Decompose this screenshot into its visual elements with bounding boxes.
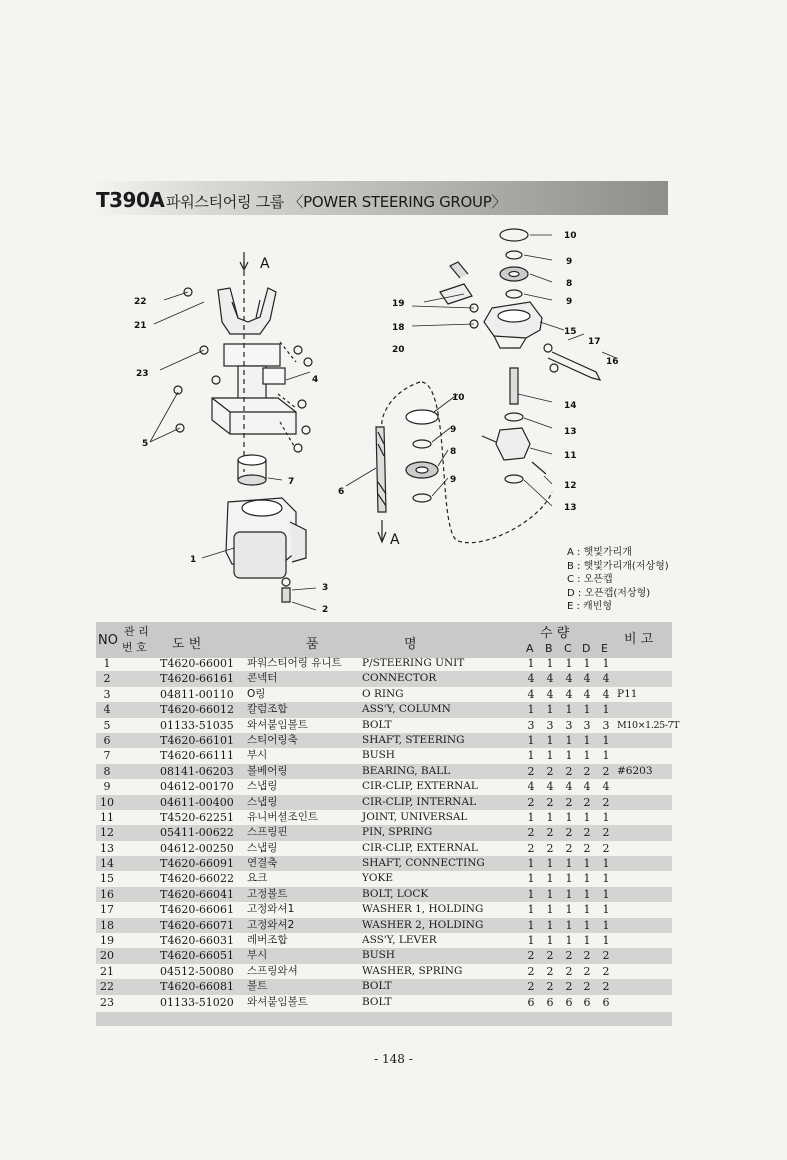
table-row bbox=[96, 687, 672, 702]
qty-e: 3 bbox=[602, 718, 610, 732]
drawing-number: T4620-66012 bbox=[160, 703, 235, 717]
qty-a: 2 bbox=[527, 795, 535, 809]
qty-c: 4 bbox=[565, 672, 573, 686]
qty-c: 1 bbox=[565, 810, 573, 824]
part-name-english: JOINT, UNIVERSAL bbox=[362, 810, 468, 823]
qty-d: 1 bbox=[583, 934, 591, 948]
qty-d: 1 bbox=[583, 703, 591, 717]
qty-d: 6 bbox=[583, 995, 591, 1009]
part-no: 5 bbox=[103, 718, 111, 732]
qty-d: 1 bbox=[583, 872, 591, 886]
header-qty: 수 량 bbox=[540, 626, 570, 641]
part-no: 22 bbox=[100, 980, 114, 994]
part-no: 7 bbox=[103, 749, 111, 763]
qty-c: 4 bbox=[565, 780, 573, 794]
part-name-korean: 스냅링 bbox=[247, 841, 278, 854]
callout-13b: 13 bbox=[564, 503, 577, 513]
qty-c: 1 bbox=[565, 934, 573, 948]
qty-d: 1 bbox=[583, 810, 591, 824]
part-name-korean: 콘넥터 bbox=[247, 672, 278, 685]
qty-e: 2 bbox=[602, 964, 610, 978]
qty-e: 4 bbox=[602, 687, 610, 701]
part-name-english: WASHER, SPRING bbox=[362, 964, 463, 977]
part-name-english: PIN, SPRING bbox=[362, 826, 433, 839]
parts-table-header bbox=[96, 622, 672, 658]
part-no: 3 bbox=[103, 687, 111, 701]
qty-a: 2 bbox=[527, 826, 535, 840]
part-name-english: CIR-CLIP, EXTERNAL bbox=[362, 841, 478, 854]
qty-e: 1 bbox=[602, 887, 610, 901]
qty-c: 3 bbox=[565, 718, 573, 732]
part-name-korean: 고정와셔2 bbox=[247, 918, 295, 931]
legend-item: D : 오픈캡(저상형) bbox=[567, 587, 651, 599]
qty-a: 2 bbox=[527, 980, 535, 994]
part-no: 19 bbox=[100, 934, 114, 948]
qty-a: 2 bbox=[527, 764, 535, 778]
part-no: 15 bbox=[100, 872, 114, 886]
part-name-korean: 칼럼조합 bbox=[247, 703, 288, 716]
qty-b: 1 bbox=[546, 872, 554, 886]
qty-b: 2 bbox=[546, 841, 554, 855]
table-row bbox=[96, 995, 672, 1010]
qty-b: 1 bbox=[546, 657, 554, 670]
callout-14: 14 bbox=[564, 401, 577, 411]
qty-c: 1 bbox=[565, 918, 573, 932]
part-name-korean: 부시 bbox=[247, 949, 268, 962]
qty-d: 2 bbox=[583, 980, 591, 994]
part-name-english: ASS'Y, COLUMN bbox=[362, 703, 451, 716]
qty-c: 6 bbox=[565, 995, 573, 1009]
part-name-english: P/STEERING UNIT bbox=[362, 657, 465, 669]
qty-e: 1 bbox=[602, 872, 610, 886]
table-row bbox=[96, 748, 672, 763]
qty-c: 4 bbox=[565, 687, 573, 701]
part-name-english: CIR-CLIP, EXTERNAL bbox=[362, 780, 478, 793]
part-name-korean: 볼베어링 bbox=[247, 764, 288, 777]
qty-b: 2 bbox=[546, 949, 554, 963]
qty-b: 2 bbox=[546, 964, 554, 978]
qty-b: 4 bbox=[546, 687, 554, 701]
qty-e: 1 bbox=[602, 903, 610, 917]
header-qty-b: B bbox=[545, 642, 553, 655]
part-name-english: BUSH bbox=[362, 949, 395, 962]
part-name-korean: 고정와셔1 bbox=[247, 903, 295, 916]
part-no: 6 bbox=[103, 733, 111, 747]
drawing-number: T4620-66091 bbox=[160, 857, 235, 871]
qty-e: 2 bbox=[602, 764, 610, 778]
part-name-english: SHAFT, CONNECTING bbox=[362, 857, 485, 870]
qty-d: 1 bbox=[583, 903, 591, 917]
callout-6: 6 bbox=[338, 487, 345, 497]
part-no: 10 bbox=[100, 795, 114, 809]
drawing-number: T4520-62251 bbox=[160, 810, 235, 824]
callout-1: 1 bbox=[190, 555, 197, 565]
drawing-number: 04612-00250 bbox=[160, 841, 234, 855]
callout-9: 9 bbox=[566, 257, 573, 267]
callout-12: 12 bbox=[564, 481, 577, 491]
qty-e: 2 bbox=[602, 841, 610, 855]
part-name-korean: 고정볼트 bbox=[247, 887, 288, 900]
qty-e: 4 bbox=[602, 672, 610, 686]
page-number: - 148 - bbox=[374, 1052, 413, 1066]
table-row bbox=[96, 733, 672, 748]
table-row bbox=[96, 918, 672, 933]
drawing-number: 08141-06203 bbox=[160, 764, 234, 778]
part-name-korean: 요크 bbox=[247, 872, 268, 885]
qty-e: 2 bbox=[602, 980, 610, 994]
part-no: 4 bbox=[103, 703, 111, 717]
part-no: 21 bbox=[100, 964, 114, 978]
qty-d: 1 bbox=[583, 733, 591, 747]
qty-d: 2 bbox=[583, 795, 591, 809]
drawing-number: T4620-66031 bbox=[160, 934, 235, 948]
part-name-english: ASS'Y, LEVER bbox=[362, 934, 437, 947]
part-no: 18 bbox=[100, 918, 114, 932]
qty-c: 1 bbox=[565, 749, 573, 763]
qty-a: 4 bbox=[527, 780, 535, 794]
table-row bbox=[96, 933, 672, 948]
qty-d: 1 bbox=[583, 887, 591, 901]
qty-d: 2 bbox=[583, 841, 591, 855]
part-name-korean: 스냅링 bbox=[247, 780, 278, 793]
qty-d: 2 bbox=[583, 949, 591, 963]
qty-a: 2 bbox=[527, 964, 535, 978]
qty-b: 1 bbox=[546, 918, 554, 932]
callout-3: 3 bbox=[322, 583, 329, 593]
part-name-english: BOLT bbox=[362, 995, 392, 1008]
qty-c: 2 bbox=[565, 841, 573, 855]
callout-17: 17 bbox=[588, 337, 601, 347]
qty-b: 2 bbox=[546, 826, 554, 840]
callout-9b: 9 bbox=[566, 297, 573, 307]
part-name-english: BOLT bbox=[362, 980, 392, 993]
part-no: 9 bbox=[103, 780, 111, 794]
remark: M10×1.25-7T bbox=[617, 719, 680, 731]
callout-11: 11 bbox=[564, 451, 577, 461]
part-name-korean: 스프링핀 bbox=[247, 826, 288, 839]
qty-c: 1 bbox=[565, 657, 573, 670]
table-row bbox=[96, 656, 672, 671]
header-note: 비 고 bbox=[624, 632, 654, 647]
table-row bbox=[96, 764, 672, 779]
drawing-number: 04512-50080 bbox=[160, 964, 234, 978]
table-row bbox=[96, 825, 672, 840]
callout-7: 7 bbox=[288, 477, 295, 487]
qty-a: 1 bbox=[527, 810, 535, 824]
callout-16: 16 bbox=[606, 357, 619, 367]
qty-b: 1 bbox=[546, 887, 554, 901]
page-title: 파워스티어링 그룹 〈POWER STEERING GROUP〉 bbox=[166, 193, 507, 211]
part-name-english: BEARING, BALL bbox=[362, 764, 451, 777]
part-name-english: CIR-CLIP, INTERNAL bbox=[362, 795, 477, 808]
drawing-number: 04811-00110 bbox=[160, 687, 234, 701]
callout-22: 22 bbox=[134, 297, 147, 307]
qty-a: 6 bbox=[527, 995, 535, 1009]
table-row bbox=[96, 795, 672, 810]
header-mgmt-bottom: 번 호 bbox=[122, 641, 147, 654]
qty-e: 1 bbox=[602, 733, 610, 747]
view-label-a-bottom: A bbox=[390, 532, 400, 548]
callout-15: 15 bbox=[564, 327, 577, 337]
qty-d: 1 bbox=[583, 918, 591, 932]
part-name-english: CONNECTOR bbox=[362, 672, 437, 685]
legend-item: B : 햇빛가리개(저상형) bbox=[567, 560, 669, 572]
part-name-korean: 스프링와셔 bbox=[247, 964, 298, 977]
qty-d: 2 bbox=[583, 764, 591, 778]
table-row bbox=[96, 718, 680, 733]
qty-b: 1 bbox=[546, 934, 554, 948]
qty-e: 1 bbox=[602, 657, 610, 670]
part-name-korean: 와셔붙임볼트 bbox=[247, 995, 308, 1008]
part-name-korean: 볼트 bbox=[247, 980, 268, 993]
part-name-english: O RING bbox=[362, 687, 404, 700]
qty-e: 1 bbox=[602, 703, 610, 717]
qty-b: 1 bbox=[546, 733, 554, 747]
part-name-korean: 연결축 bbox=[247, 857, 278, 870]
qty-a: 1 bbox=[527, 749, 535, 763]
table-row bbox=[96, 856, 672, 871]
part-name-korean: 유니버셜조인트 bbox=[247, 810, 319, 823]
qty-c: 2 bbox=[565, 980, 573, 994]
header-qty-e: E bbox=[601, 642, 608, 655]
qty-e: 1 bbox=[602, 857, 610, 871]
callout-13: 13 bbox=[564, 427, 577, 437]
part-name-korean: 스냅링 bbox=[247, 795, 278, 808]
drawing-number: T4620-66041 bbox=[160, 887, 235, 901]
qty-e: 2 bbox=[602, 949, 610, 963]
part-name-english: BOLT bbox=[362, 718, 392, 731]
qty-a: 1 bbox=[527, 934, 535, 948]
remark: P11 bbox=[617, 687, 638, 700]
model-number: T390A bbox=[96, 188, 165, 212]
qty-d: 1 bbox=[583, 657, 591, 670]
part-name-korean: 부시 bbox=[247, 749, 268, 762]
callout-9-mid: 9 bbox=[450, 425, 457, 435]
drawing-number: T4620-66111 bbox=[160, 749, 235, 763]
part-no: 14 bbox=[100, 857, 114, 871]
callout-8-mid: 8 bbox=[450, 447, 457, 457]
qty-a: 1 bbox=[527, 857, 535, 871]
drawing-number: 01133-51035 bbox=[160, 718, 234, 732]
qty-c: 1 bbox=[565, 733, 573, 747]
version-legend bbox=[567, 546, 669, 614]
qty-b: 1 bbox=[546, 810, 554, 824]
part-no: 20 bbox=[100, 949, 114, 963]
part-no: 11 bbox=[100, 810, 114, 824]
drawing-number: 04611-00400 bbox=[160, 795, 234, 809]
drawing-number: 04612-00170 bbox=[160, 780, 234, 794]
table-row bbox=[96, 779, 672, 794]
qty-b: 1 bbox=[546, 903, 554, 917]
qty-a: 3 bbox=[527, 718, 535, 732]
qty-a: 2 bbox=[527, 841, 535, 855]
legend-item: E : 캐빈형 bbox=[567, 601, 613, 612]
table-row bbox=[96, 702, 672, 717]
part-name-korean: 레버조합 bbox=[247, 934, 288, 947]
header-no: NO bbox=[98, 633, 118, 648]
part-no: 16 bbox=[100, 887, 114, 901]
callout-5: 5 bbox=[142, 439, 149, 449]
callout-2: 2 bbox=[322, 605, 329, 615]
qty-b: 2 bbox=[546, 980, 554, 994]
qty-c: 2 bbox=[565, 964, 573, 978]
table-row bbox=[96, 948, 672, 963]
table-bottom-bar bbox=[96, 1012, 672, 1026]
callout-10-mid: 10 bbox=[452, 393, 465, 403]
drawing-number: T4620-66051 bbox=[160, 949, 235, 963]
legend-item: A : 햇빛가리개 bbox=[567, 547, 632, 558]
table-row bbox=[96, 871, 672, 886]
part-no: 23 bbox=[100, 995, 114, 1009]
part-name-korean: 파워스티어링 유니트 bbox=[247, 657, 342, 669]
drawing-number: 05411-00622 bbox=[160, 826, 234, 840]
part-no: 1 bbox=[103, 657, 111, 670]
header-mgmt-top: 관 리 bbox=[124, 625, 149, 638]
qty-e: 1 bbox=[602, 918, 610, 932]
qty-a: 4 bbox=[527, 672, 535, 686]
drawing-number: 01133-51020 bbox=[160, 995, 234, 1009]
qty-e: 1 bbox=[602, 934, 610, 948]
qty-a: 1 bbox=[527, 657, 535, 670]
header-qty-c: C bbox=[564, 642, 572, 655]
view-label-a-top: A bbox=[260, 256, 270, 272]
header-item: 품 bbox=[306, 637, 319, 652]
qty-e: 2 bbox=[602, 826, 610, 840]
drawing-number: T4620-66001 bbox=[160, 657, 235, 670]
callout-10: 10 bbox=[564, 231, 577, 241]
table-row bbox=[96, 810, 672, 825]
qty-e: 2 bbox=[602, 795, 610, 809]
qty-a: 1 bbox=[527, 903, 535, 917]
part-name-english: YOKE bbox=[362, 872, 394, 885]
qty-a: 1 bbox=[527, 887, 535, 901]
part-name-korean: O링 bbox=[247, 687, 266, 700]
callout-18: 18 bbox=[392, 323, 405, 333]
part-no: 8 bbox=[103, 764, 111, 778]
qty-a: 2 bbox=[527, 949, 535, 963]
qty-d: 4 bbox=[583, 780, 591, 794]
table-row bbox=[96, 979, 672, 994]
qty-d: 2 bbox=[583, 826, 591, 840]
qty-b: 1 bbox=[546, 857, 554, 871]
part-name-korean: 와셔붙임볼트 bbox=[247, 718, 308, 731]
part-no: 17 bbox=[100, 903, 114, 917]
part-name-korean: 스티어링축 bbox=[247, 733, 298, 746]
part-name-english: WASHER 1, HOLDING bbox=[362, 903, 484, 916]
drawing-number: T4620-66071 bbox=[160, 918, 235, 932]
qty-c: 2 bbox=[565, 826, 573, 840]
part-name-english: BOLT, LOCK bbox=[362, 887, 429, 900]
remark: #6203 bbox=[617, 764, 653, 777]
qty-d: 4 bbox=[583, 672, 591, 686]
header-name: 명 bbox=[404, 637, 417, 652]
header-drawing: 도 번 bbox=[172, 637, 202, 652]
table-row bbox=[96, 964, 672, 979]
qty-a: 1 bbox=[527, 872, 535, 886]
qty-d: 4 bbox=[583, 687, 591, 701]
qty-a: 1 bbox=[527, 918, 535, 932]
qty-b: 1 bbox=[546, 703, 554, 717]
callout-23: 23 bbox=[136, 369, 149, 379]
qty-c: 2 bbox=[565, 795, 573, 809]
qty-e: 1 bbox=[602, 749, 610, 763]
qty-c: 1 bbox=[565, 887, 573, 901]
qty-c: 1 bbox=[565, 903, 573, 917]
callout-8: 8 bbox=[566, 279, 573, 289]
drawing-number: T4620-66101 bbox=[160, 733, 235, 747]
part-name-english: WASHER 2, HOLDING bbox=[362, 918, 484, 931]
drawing-number: T4620-66022 bbox=[160, 872, 235, 886]
qty-c: 2 bbox=[565, 764, 573, 778]
header-qty-a: A bbox=[526, 642, 534, 655]
qty-b: 1 bbox=[546, 749, 554, 763]
parts-table-body bbox=[96, 656, 680, 1010]
qty-a: 1 bbox=[527, 733, 535, 747]
legend-item: C : 오픈캡 bbox=[567, 574, 613, 585]
table-row bbox=[96, 671, 672, 686]
drawing-number: T4620-66161 bbox=[160, 672, 235, 686]
qty-b: 2 bbox=[546, 795, 554, 809]
qty-e: 1 bbox=[602, 810, 610, 824]
table-row bbox=[96, 841, 672, 856]
callout-20: 20 bbox=[392, 345, 405, 355]
qty-d: 1 bbox=[583, 857, 591, 871]
part-name-english: BUSH bbox=[362, 749, 395, 762]
qty-b: 3 bbox=[546, 718, 554, 732]
part-no: 13 bbox=[100, 841, 114, 855]
part-no: 12 bbox=[100, 826, 114, 840]
qty-b: 6 bbox=[546, 995, 554, 1009]
qty-c: 1 bbox=[565, 703, 573, 717]
callout-9-mid2: 9 bbox=[450, 475, 457, 485]
header-qty-d: D bbox=[582, 642, 591, 655]
qty-e: 6 bbox=[602, 995, 610, 1009]
qty-a: 4 bbox=[527, 687, 535, 701]
table-row bbox=[96, 902, 672, 917]
drawing-number: T4620-66081 bbox=[160, 980, 235, 994]
qty-d: 2 bbox=[583, 964, 591, 978]
qty-b: 4 bbox=[546, 672, 554, 686]
qty-d: 1 bbox=[583, 749, 591, 763]
qty-d: 3 bbox=[583, 718, 591, 732]
part-no: 2 bbox=[103, 672, 111, 686]
callout-4: 4 bbox=[312, 375, 319, 385]
qty-c: 1 bbox=[565, 872, 573, 886]
qty-c: 2 bbox=[565, 949, 573, 963]
callout-19: 19 bbox=[392, 299, 405, 309]
drawing-number: T4620-66061 bbox=[160, 903, 235, 917]
qty-c: 1 bbox=[565, 857, 573, 871]
table-row bbox=[96, 887, 672, 902]
qty-b: 2 bbox=[546, 764, 554, 778]
part-name-english: SHAFT, STEERING bbox=[362, 733, 465, 746]
qty-a: 1 bbox=[527, 703, 535, 717]
qty-e: 4 bbox=[602, 780, 610, 794]
callout-21: 21 bbox=[134, 321, 147, 331]
qty-b: 4 bbox=[546, 780, 554, 794]
